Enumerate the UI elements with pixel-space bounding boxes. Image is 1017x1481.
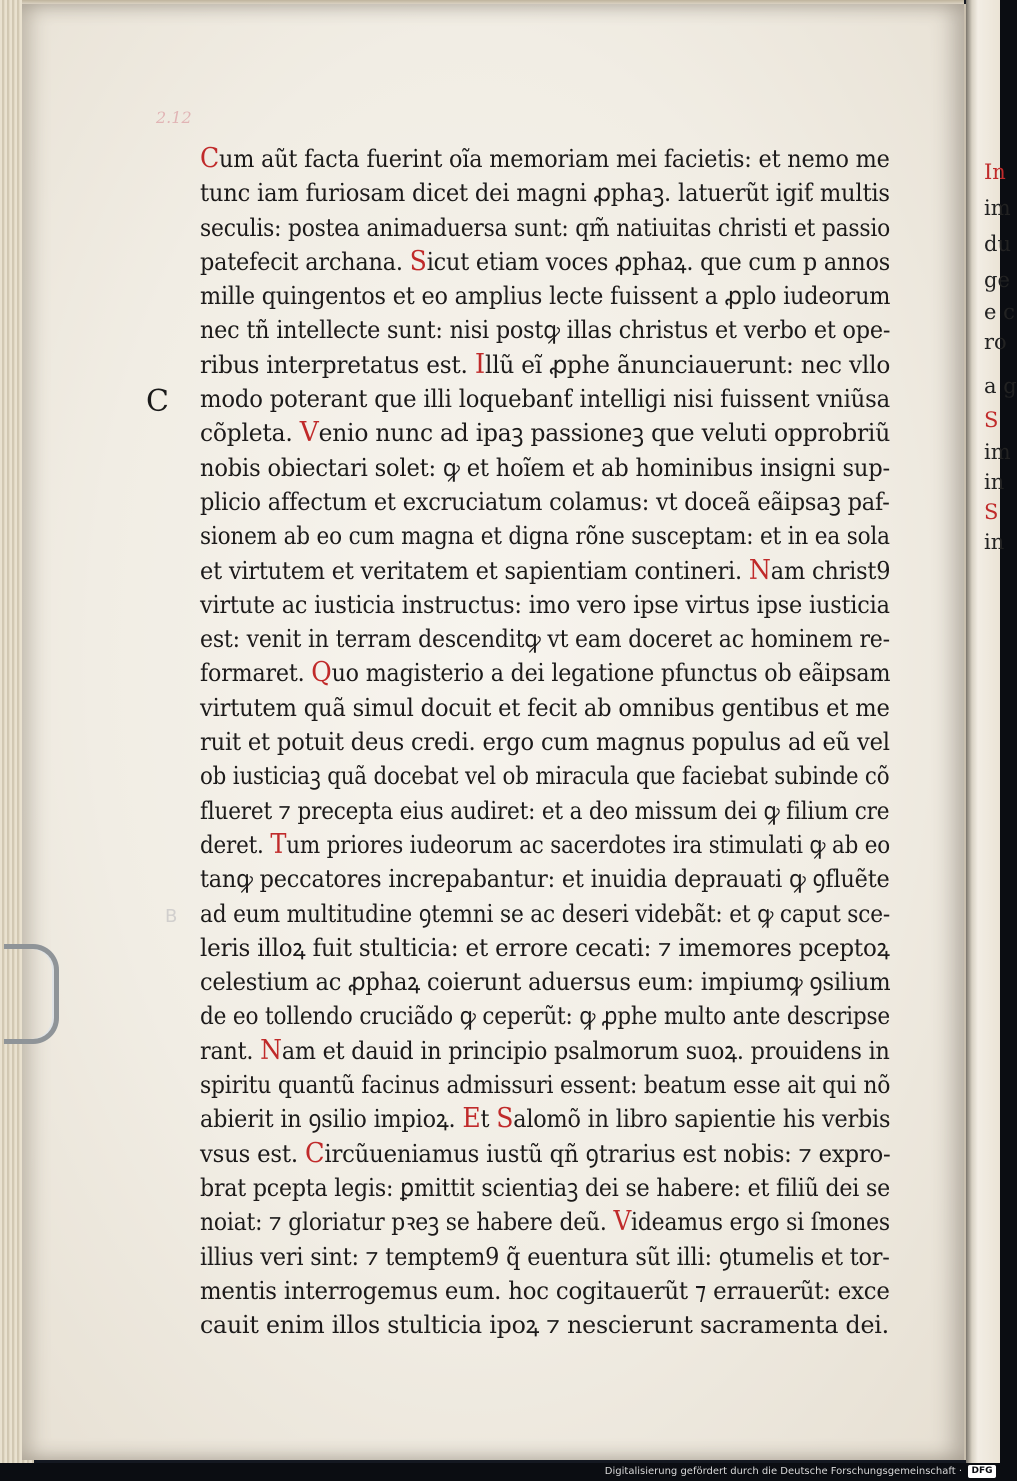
facing-page-fragment: du [984,232,1011,256]
rubricated-initial: E [462,1103,481,1135]
shadow-letter: B [165,906,178,927]
text-segment: spiritu quantũ facinus admissuri essent: beatum esse ait qui nõ [200,1071,891,1100]
text-line [200,1308,890,1342]
rubricated-initial: S [409,245,427,277]
text-segment: formaret. [200,659,312,688]
text-segment: tunc iam furiosam dicet dei magni ꝓphaꝫ. latuerũt igiƭ multis [200,179,890,208]
rubricated-initial: N [748,554,771,586]
paper-clip [4,944,59,1044]
text-segment: celestium ac ꝓphaꝝ coierunt aduersus eum: impiumꝙ ꝯsilium [200,968,891,997]
text-line [200,279,891,313]
facing-page-fragment: ge [984,268,1010,292]
footer-bar [0,1463,1000,1481]
text-segment: abierit in ꝯsilio impioꝝ. [200,1105,463,1134]
text-line [200,176,890,210]
text-segment: t [480,1105,497,1134]
text-segment: deret. [200,830,271,859]
text-segment: illius veri sint: ⁊ temptem9 q̃ euentura sũt illi: ꝯtumelis et tor- [200,1242,890,1271]
text-segment: um aũt facta fuerint oĩa memoriam mei facietis: et nemo me [219,145,890,173]
text-line [200,622,890,656]
facing-page-fragment: im [984,440,1011,464]
marginal-section-letter: C [146,384,169,419]
text-segment: ad eum multitudine ꝯtemni se ac deseri videbãt: et ꝙ caput sce- [200,899,891,928]
text-segment: nec tñ intellecte sunt: nisi postꝙ illas christus et verbo et ope- [200,316,891,345]
text-segment: sionem ab eo cum magna et digna rõne susceptam: et in ea sola [200,522,890,551]
text-segment: icut etiam voces ꝓphaꝝ. que cum p annos [426,247,891,276]
text-segment: modo poterant que illi loquebanƭ intelligi nisi fuissent vniũsa [200,385,890,414]
text-line [200,725,890,759]
funding-credit: Digitalisierung gefördert durch die Deutsche Forschungsgemeinschaft · [604,1466,962,1477]
text-line [200,1102,891,1136]
text-line [200,691,890,725]
facing-page-fragment: in [984,470,1005,494]
margin-note: 2.12 [156,108,192,127]
facing-page-fragment: In [984,160,1006,184]
text-segment: vsus est. [200,1139,305,1168]
text-line [200,416,891,450]
text-line [200,1205,890,1239]
text-line [200,1068,891,1102]
text-line [200,348,891,382]
text-segment: rant. [200,1036,261,1065]
text-line [200,1171,891,1205]
text-block [200,142,900,1342]
text-segment: ruit et potuit deus credi. ergo cum magnus populus ad eũ vel [200,728,890,757]
text-line [200,1137,891,1171]
text-segment: ribus interpretatus est. [200,350,475,379]
rubricated-initial: N [260,1034,282,1066]
text-line [200,862,890,896]
text-segment: mille quingentos et eo amplius lecte fuissent a ꝓplo iudeorum [200,282,891,311]
text-line [200,1034,890,1068]
text-segment: et virtutem et veritatem et sapientiam contineri. [200,556,749,585]
text-segment: alomõ in libro sapientie his verbis [513,1105,891,1134]
text-segment: cõpleta. [200,419,300,448]
text-segment: ircũueniamus iustũ qñ ꝯtrarius est nobis: ⁊ expro- [324,1139,891,1168]
facing-page-edge [966,0,1017,1463]
rubricated-initial: C [200,143,220,174]
text-segment: ob iusticiaꝫ quã docebat vel ob miracula que faciebat subinde cõ [200,762,890,791]
text-segment: enio nunc ad ipaꝫ passioneꝫ que veluti opprobriũ [318,419,891,448]
rubricated-initial: S [496,1103,514,1135]
text-segment: tanꝙ peccatores increpabantur: et inuidia deprauati ꝙ ꝯfluẽte [200,865,890,894]
rubricated-initial: I [474,348,485,380]
text-segment: brat pcepta legis: ꝑmittit scientiaꝫ dei se habere: et filiũ dei se [200,1173,891,1202]
text-segment: llũ eĩ ꝓphe ãnunciauerunt: nec vllo [484,350,891,379]
text-line [200,759,890,793]
text-segment: noiat: ⁊ gloriatur pꝛeꝫ se habere deũ. [200,1208,614,1237]
rubricated-initial: Q [311,657,332,689]
rubricated-initial: C [304,1137,325,1169]
text-line [200,588,890,622]
facing-page-fragment: S [984,408,999,432]
text-line [200,519,890,553]
text-segment: virtute ac iusticia instructus: imo vero ipse virtus ipse iusticia [200,590,890,619]
facing-page-fragment: a g [984,374,1017,398]
text-line [200,142,890,176]
text-segment: am et dauid in principio psalmorum suoꝝ. prouidens in [281,1036,890,1065]
text-segment: plicio affectum et excruciatum colamus: vt doceã eãipsaꝫ paf- [200,487,890,516]
rubricated-initial: T [270,828,287,860]
text-line [200,828,890,862]
text-line [200,931,890,965]
text-segment: nobis obiectari solet: ꝙ et hoĩem et ab hominibus insigni sup- [200,453,890,482]
text-line [200,245,891,279]
text-line [200,794,890,828]
facing-page-fragment: S [984,500,999,524]
text-segment: est: venit in terram descenditꝙ vt eam doceret ac hominem re- [200,625,890,654]
text-segment: virtutem quã simul docuit et fecit ab omnibus gentibus et me [200,693,890,722]
text-segment: seculis: postea animaduersa sunt: qm̃ natiuitas christi et passio [200,213,891,242]
text-segment: leris illoꝝ fuit stulticia: et errore cecati: ⁊ imemores pceptoꝝ [200,933,890,962]
rubricated-initial: V [299,417,319,449]
text-line [200,451,890,485]
text-line [200,1240,890,1274]
text-segment: mentis interrogemus eum. hoc cogitauerũt ⁊ errauerũt: exce [200,1276,890,1305]
text-segment: am christ9 [770,556,891,585]
text-segment: cauit enim illos stulticia ipoꝝ ⁊ nescierunt sacramenta dei. [200,1311,890,1340]
text-line [200,1274,890,1308]
text-segment: uo magisterio a dei legatione pfunctus ob eãipsam [331,659,891,688]
text-segment: patefecit archana. [200,247,410,276]
facing-page-fragment: ro [984,330,1007,354]
text-segment: ideamus ergo si ſmones [631,1208,890,1237]
text-line [200,485,890,519]
text-segment: um priores iudeorum ac sacerdotes ira stimulati ꝙ ab eo [286,830,890,859]
text-line [200,382,890,416]
text-line [200,965,891,999]
text-line [200,211,891,245]
text-line [200,656,891,690]
rubricated-initial: V [613,1206,632,1238]
facing-page-fragment: e c [984,300,1015,324]
text-line [200,897,891,931]
text-line [200,313,891,347]
facing-page-fragment: in [984,530,1005,554]
text-segment: de eo tollendo cruciãdo ꝙ ceperũt: ꝙ ꝓphe multo ante descripse [200,1002,891,1031]
text-line [200,999,891,1033]
text-line [200,554,891,588]
facing-page-fragment: im [984,196,1011,220]
text-segment: flueret ⁊ precepta eius audiret: et a deo missum dei ꝙ filium cre [200,796,890,825]
dfg-logo: DFG [968,1465,996,1478]
